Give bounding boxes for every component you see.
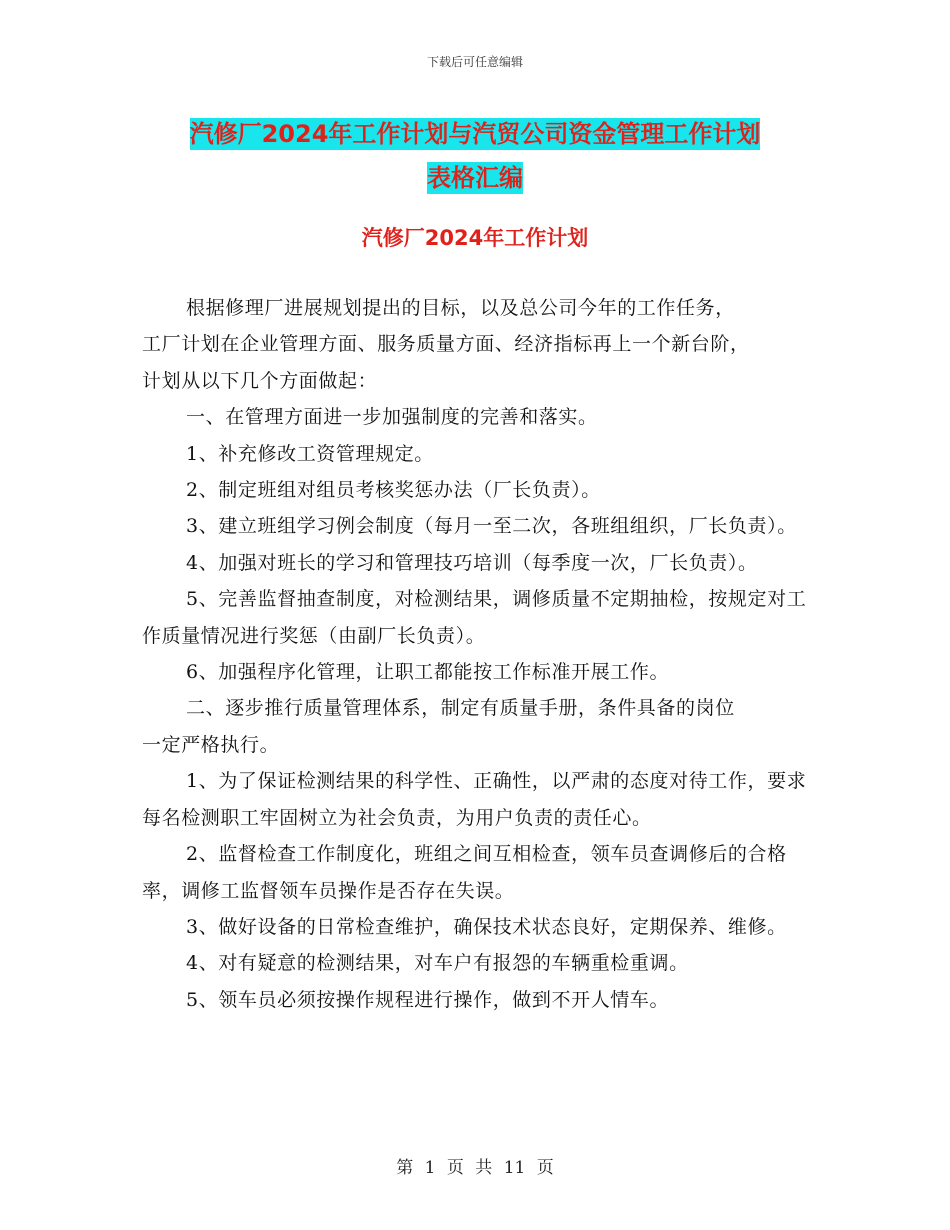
header-note: 下载后可任意编辑 xyxy=(426,55,523,69)
paragraph: 5、完善监督抽查制度，对检测结果，调修质量不定期抽检，按规定对工作质量情况进行奖惩（由副厂长负责）。 xyxy=(142,588,807,647)
document-title-line2: 表格汇编 xyxy=(427,164,523,192)
section-title: 汽修厂2024年工作计划 xyxy=(361,226,589,250)
paragraph: 一、在管理方面进一步加强制度的完善和落实。 xyxy=(186,406,598,429)
paragraph: 1、补充修改工资管理规定。 xyxy=(186,442,434,465)
document-title xyxy=(0,112,950,200)
paragraph: 2、监督检查工作制度化，班组之间互相检查，领车员查调修后的合格率，调修工监督领车员操作是否存在失误。 xyxy=(142,843,787,902)
paragraph: 3、建立班组学习例会制度（每月一至二次，各班组组织，厂长负责）。 xyxy=(186,515,797,538)
paragraph: 4、加强对班长的学习和管理技巧培训（每季度一次，厂长负责）。 xyxy=(186,551,758,574)
document-body xyxy=(142,290,810,1018)
paragraph: 5、领车员必须按操作规程进行操作，做到不开人情车。 xyxy=(186,988,670,1011)
paragraph: 一定严格执行。 xyxy=(142,733,280,756)
paragraph: 6、加强程序化管理，让职工都能按工作标准开展工作。 xyxy=(186,661,670,684)
paragraph: 2、制定班组对组员考核奖惩办法（厂长负责）。 xyxy=(186,479,601,502)
paragraph: 4、对有疑意的检测结果，对车户有报怨的车辆重检重调。 xyxy=(186,952,689,975)
paragraph: 计划从以下几个方面做起： xyxy=(142,369,378,392)
paragraph: 工厂计划在企业管理方面、服务质量方面、经济指标再上一个新台阶， xyxy=(142,333,750,356)
document-title-line1: 汽修厂2024年工作计划与汽贸公司资金管理工作计划 xyxy=(189,120,761,148)
paragraph: 1、为了保证检测结果的科学性、正确性，以严肃的态度对待工作，要求每名检测职工牢固树立为社会负责，为用户负责的责任心。 xyxy=(142,770,807,829)
page-footer: 第 1 页 共 11 页 xyxy=(396,1158,554,1178)
paragraph: 3、做好设备的日常检查维护，确保技术状态良好，定期保养、维修。 xyxy=(186,915,787,938)
paragraph: 二、逐步推行质量管理体系，制定有质量手册，条件具备的岗位 xyxy=(186,697,735,720)
paragraph: 根据修理厂进展规划提出的目标，以及总公司今年的工作任务， xyxy=(186,297,735,319)
